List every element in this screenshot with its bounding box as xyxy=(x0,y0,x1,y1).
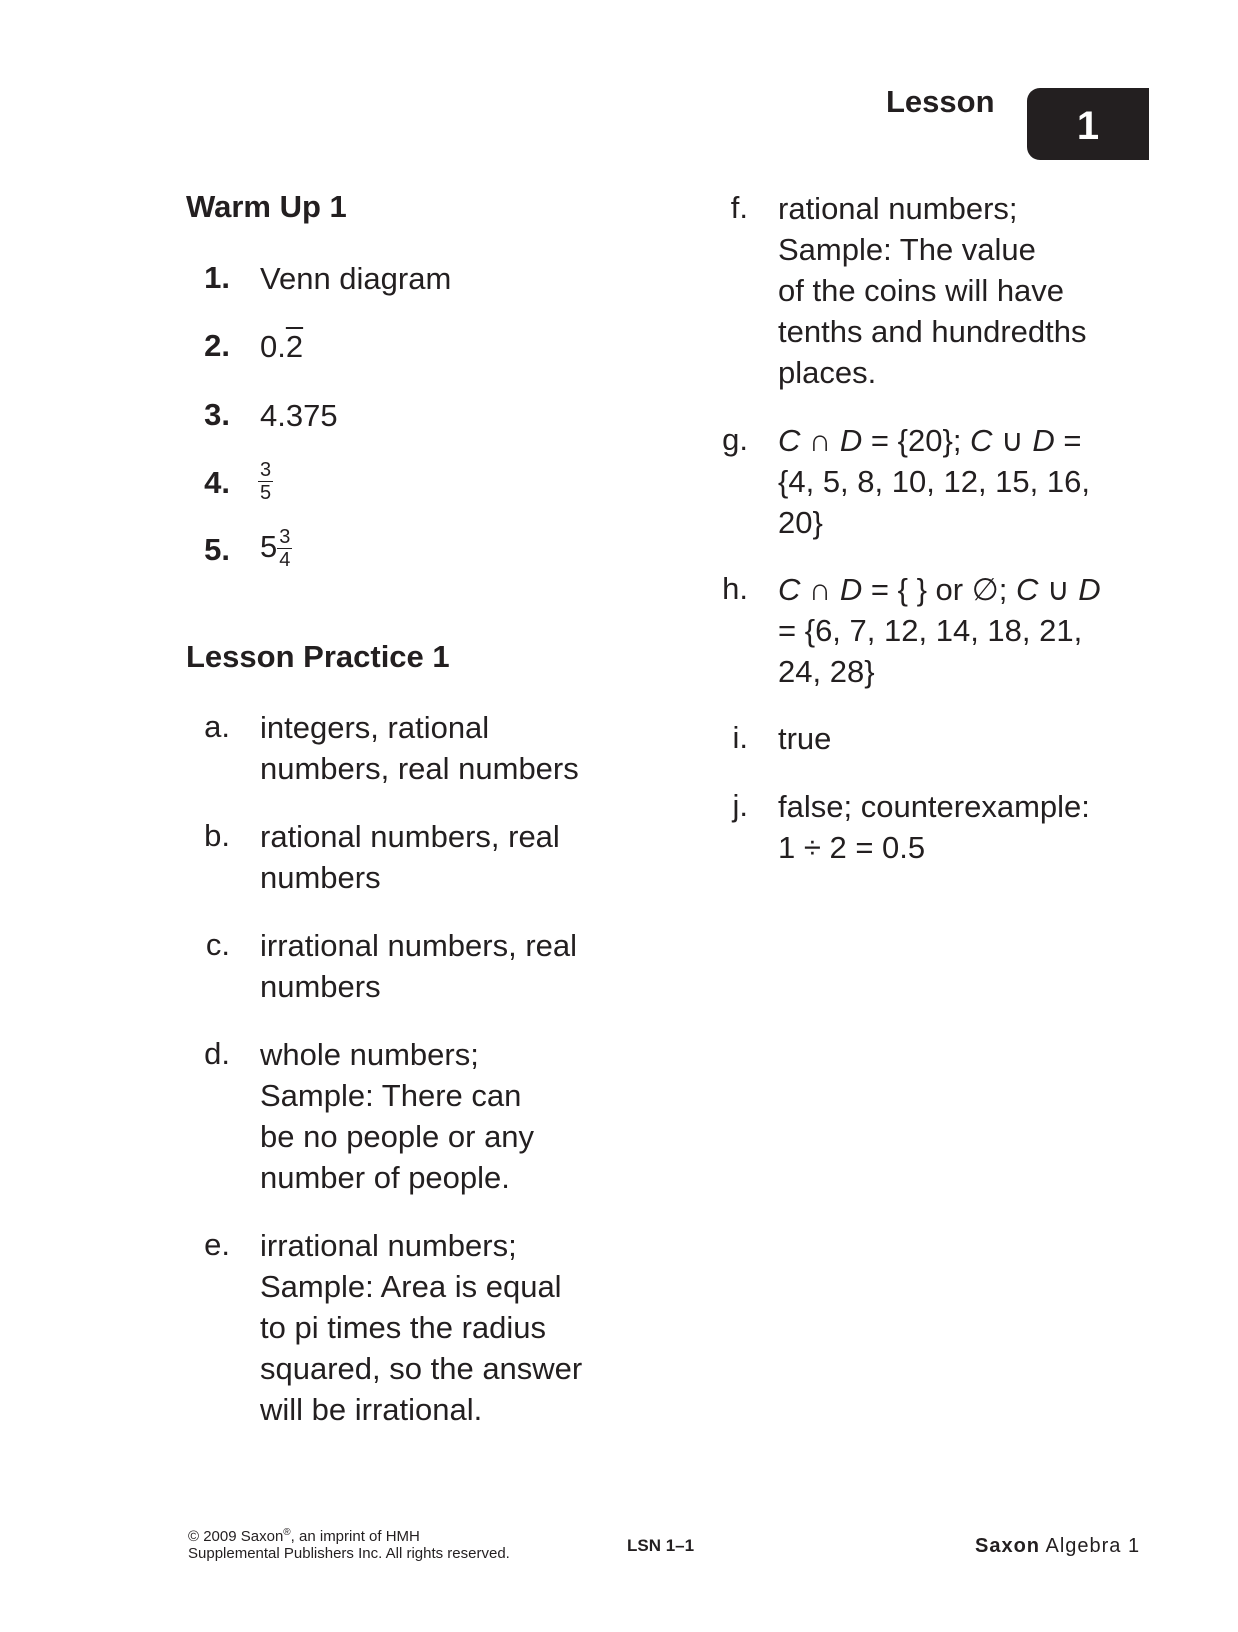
answer-line: irrational numbers; xyxy=(260,1228,517,1263)
fraction xyxy=(277,526,292,571)
answer-line: 20} xyxy=(778,505,823,540)
fraction-denominator: 4 xyxy=(279,549,291,572)
practice-label-h: h. xyxy=(722,571,748,606)
lesson-number-tab xyxy=(1027,88,1149,160)
practice-answer-g xyxy=(778,420,1090,543)
answer-line xyxy=(778,569,1101,610)
answer-line: numbers, real numbers xyxy=(260,751,579,786)
warm-up-answer-1: Venn diagram xyxy=(260,261,452,296)
warm-up-heading: Warm Up 1 xyxy=(186,189,347,224)
book-name: Algebra 1 xyxy=(1040,1535,1141,1557)
answer-line: squared, so the answer xyxy=(260,1351,583,1386)
copyright-line: Supplemental Publishers Inc. All rights reserved. xyxy=(188,1545,510,1562)
intersect-symbol: ∩ xyxy=(800,423,840,458)
answer-line: false; counterexample: xyxy=(778,789,1090,824)
set-d: D xyxy=(839,423,863,458)
fraction-numerator: 3 xyxy=(260,459,272,481)
repeating-digit: 2 xyxy=(285,329,304,364)
practice-label-b: b. xyxy=(204,818,230,853)
book-title xyxy=(975,1534,1140,1558)
set-c: C xyxy=(970,423,993,458)
answer-text: = { } or ∅; xyxy=(862,572,1016,607)
practice-answer-e xyxy=(260,1225,582,1430)
answer-line: integers, rational xyxy=(260,710,490,745)
warm-up-label-3: 3. xyxy=(204,397,230,432)
answer-line: {4, 5, 8, 10, 12, 15, 16, xyxy=(778,464,1090,499)
fraction-numerator: 3 xyxy=(279,526,291,549)
warm-up-answer-4 xyxy=(258,459,273,504)
practice-answer-a xyxy=(260,707,579,789)
practice-label-e: e. xyxy=(204,1227,230,1262)
practice-label-i: i. xyxy=(732,720,748,755)
answer-line: Sample: The value xyxy=(778,232,1036,267)
answer-line: Sample: There can xyxy=(260,1078,522,1113)
decimal-prefix: 0. xyxy=(260,329,286,364)
practice-label-j: j. xyxy=(732,788,748,823)
practice-answer-c xyxy=(260,925,577,1007)
answer-line: 24, 28} xyxy=(778,654,875,689)
registered-mark: ® xyxy=(283,1527,291,1538)
brand-name: Saxon xyxy=(975,1535,1041,1557)
answer-line: tenths and hundredths xyxy=(778,314,1087,349)
fraction-denominator: 5 xyxy=(260,482,272,504)
set-d: D xyxy=(1078,572,1101,607)
union-symbol: ∪ xyxy=(992,423,1033,458)
practice-label-c: c. xyxy=(205,927,230,962)
practice-label-a: a. xyxy=(204,709,230,744)
fraction xyxy=(258,459,273,504)
practice-label-d: d. xyxy=(204,1036,230,1071)
warm-up-answer-2 xyxy=(260,326,303,367)
answer-line: rational numbers, real xyxy=(260,819,560,854)
practice-answer-i xyxy=(778,718,831,759)
copyright-text: , an imprint of HMH xyxy=(290,1528,420,1545)
set-c: C xyxy=(1015,572,1039,607)
warm-up-label-4: 4. xyxy=(204,465,230,500)
lesson-number: 1 xyxy=(1076,103,1100,148)
answer-line: places. xyxy=(778,355,877,390)
answer-line: number of people. xyxy=(260,1160,510,1195)
practice-answer-f xyxy=(778,188,1087,393)
warm-up-label-2: 2. xyxy=(204,328,230,363)
mixed-whole: 5 xyxy=(260,529,278,564)
practice-answer-j xyxy=(778,786,1090,868)
answer-line: to pi times the radius xyxy=(260,1310,547,1345)
answer-line xyxy=(778,420,1090,461)
copyright-text: © 2009 Saxon xyxy=(188,1528,284,1545)
practice-label-f: f. xyxy=(730,190,748,225)
page-code: LSN 1–1 xyxy=(627,1536,695,1555)
union-symbol: ∪ xyxy=(1038,572,1079,607)
set-c: C xyxy=(778,423,801,458)
warm-up-answer-5 xyxy=(260,526,292,571)
practice-answer-d xyxy=(260,1034,534,1198)
warm-up-label-5: 5. xyxy=(204,532,230,567)
answer-line: Sample: Area is equal xyxy=(260,1269,562,1304)
set-d: D xyxy=(1032,423,1055,458)
practice-answer-h xyxy=(778,569,1101,692)
set-c: C xyxy=(778,572,801,607)
answer-text: = xyxy=(1054,423,1082,458)
answer-line: numbers xyxy=(260,969,381,1004)
answer-line: of the coins will have xyxy=(778,273,1065,308)
intersect-symbol: ∩ xyxy=(800,572,840,607)
answer-line: will be irrational. xyxy=(260,1392,483,1427)
answer-line: true xyxy=(778,721,832,756)
answer-line: 1 ÷ 2 = 0.5 xyxy=(778,830,926,865)
answer-line: be no people or any xyxy=(260,1119,535,1154)
lesson-practice-heading: Lesson Practice 1 xyxy=(186,639,450,674)
answer-line: numbers xyxy=(260,860,381,895)
answer-line: whole numbers; xyxy=(260,1037,479,1072)
copyright-notice xyxy=(188,1524,510,1562)
answer-line: rational numbers; xyxy=(778,191,1018,226)
warm-up-answer-3: 4.375 xyxy=(260,398,338,433)
practice-answer-b xyxy=(260,816,560,898)
answer-line: = {6, 7, 12, 14, 18, 21, xyxy=(778,613,1083,648)
set-d: D xyxy=(839,572,863,607)
answer-text: = {20}; xyxy=(862,423,971,458)
lesson-label: Lesson xyxy=(886,84,995,119)
practice-label-g: g. xyxy=(722,422,748,457)
warm-up-label-1: 1. xyxy=(204,260,230,295)
copyright-line xyxy=(188,1524,510,1545)
answer-line: irrational numbers, real xyxy=(260,928,578,963)
